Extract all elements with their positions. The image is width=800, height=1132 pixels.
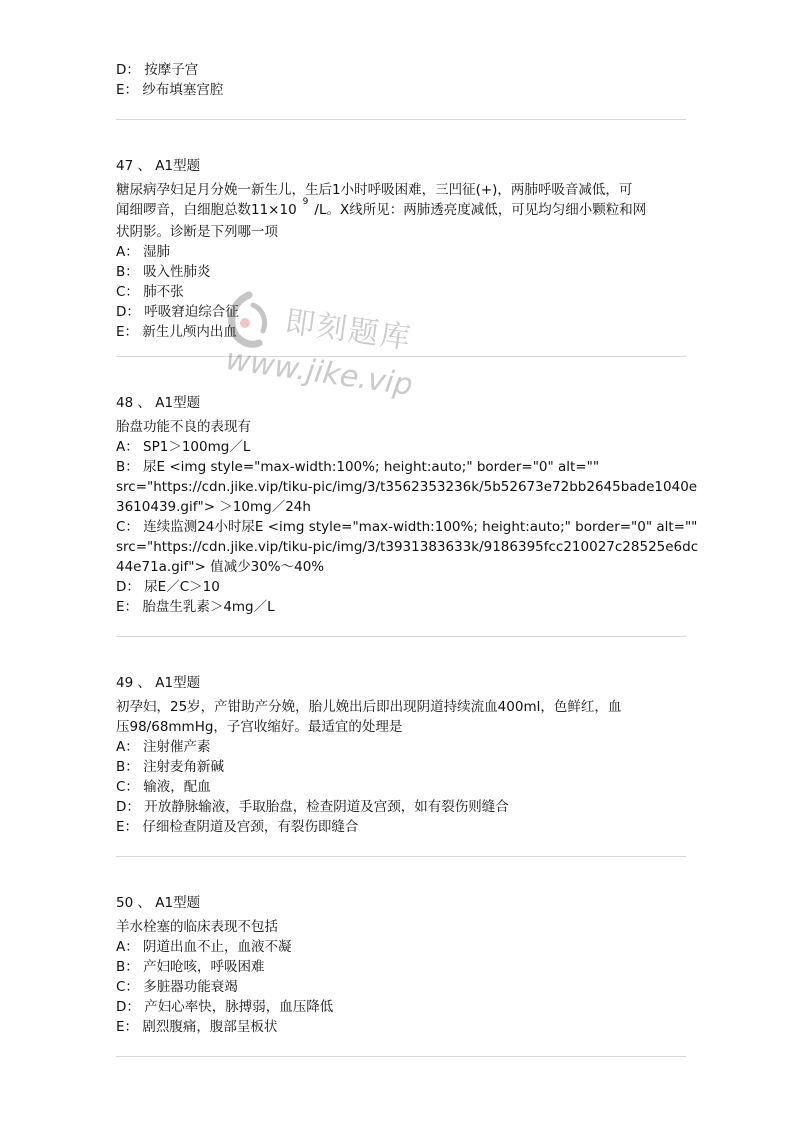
option-a: A： 注射催产素 bbox=[116, 739, 211, 755]
question-49 bbox=[116, 673, 686, 837]
option-e: E： 仔细检查阴道及宫颈，有裂伤即缝合 bbox=[116, 819, 359, 835]
question-47 bbox=[116, 156, 686, 342]
option-c-line2: src="https://cdn.jike.vip/tiku-pic/img/3/t3931383633k/9186395fcc210027c28525e6dc bbox=[116, 539, 699, 555]
option-c-line3: 44e71a.gif"> 值减少30%～40% bbox=[116, 559, 325, 575]
option-d: D： 呼吸窘迫综合征 bbox=[116, 304, 239, 320]
question-header: 49 、 A1型题 bbox=[116, 675, 201, 691]
question-stem: 胎盘功能不良的表现有 bbox=[116, 419, 251, 435]
option-d: D： 开放静脉输液，手取胎盘，检查阴道及宫颈，如有裂伤则缝合 bbox=[116, 799, 509, 815]
question-stem: 羊水栓塞的临床表现不包括 bbox=[116, 919, 278, 935]
option-d: D： 按摩子宫 bbox=[116, 62, 199, 78]
option-e: E： 剧烈腹痛，腹部呈板状 bbox=[116, 1019, 278, 1035]
prev-question-options bbox=[116, 60, 686, 100]
question-header: 50 、 A1型题 bbox=[116, 895, 201, 911]
option-c: C： 多脏器功能衰竭 bbox=[116, 979, 238, 995]
divider bbox=[116, 636, 686, 637]
question-header: 47 、 A1型题 bbox=[116, 158, 201, 174]
question-stem-line3: 状阴影。诊断是下列哪一项 bbox=[116, 224, 278, 240]
option-a: A： 湿肺 bbox=[116, 244, 171, 260]
document-page bbox=[116, 60, 699, 1057]
question-stem: 初孕妇，25岁，产钳助产分娩，胎儿娩出后即出现阴道持续流血400ml，色鲜红，血 bbox=[116, 699, 622, 715]
option-c: C： 输液，配血 bbox=[116, 779, 211, 795]
question-header: 48 、 A1型题 bbox=[116, 395, 201, 411]
option-b-line2: src="https://cdn.jike.vip/tiku-pic/img/3/t3562353236k/5b52673e72bb2645bade1040e bbox=[116, 479, 698, 495]
divider bbox=[116, 1056, 686, 1057]
option-e: E： 新生儿颅内出血 bbox=[116, 324, 237, 340]
option-d: D： 尿E／C＞10 bbox=[116, 579, 220, 595]
question-stem-line2: 压98/68mmHg，子宫收缩好。最适宜的处理是 bbox=[116, 719, 403, 735]
question-48 bbox=[116, 393, 699, 617]
option-e: E： 纱布填塞宫腔 bbox=[116, 82, 224, 98]
option-e: E： 胎盘生乳素＞4mg／L bbox=[116, 599, 275, 615]
option-c: C： 肺不张 bbox=[116, 284, 184, 300]
option-b-line1: B： 尿E <img style="max-width:100%; height:auto;" border="0" alt="" bbox=[116, 459, 600, 475]
option-b: B： 注射麦角新碱 bbox=[116, 759, 225, 775]
option-b: B： 吸入性肺炎 bbox=[116, 264, 211, 280]
option-b-line3: 3610439.gif"> ＞10mg／24h bbox=[116, 499, 311, 515]
watermark-url: www.jike.vip bbox=[223, 342, 415, 403]
option-a: A： SP1＞100mg／L bbox=[116, 439, 251, 455]
question-50 bbox=[116, 893, 686, 1037]
option-c-line1: C： 连续监测24小时尿E <img style="max-width:100%; height:auto;" border="0" alt="" bbox=[116, 519, 698, 535]
divider bbox=[116, 856, 686, 857]
option-d: D： 产妇心率快，脉搏弱，血压降低 bbox=[116, 999, 334, 1015]
watermark-text: 即刻题库 bbox=[282, 304, 415, 357]
option-b: B： 产妇呛咳，呼吸困难 bbox=[116, 959, 265, 975]
divider bbox=[116, 356, 686, 357]
option-a: A： 阴道出血不止，血液不凝 bbox=[116, 939, 292, 955]
question-stem: 糖尿病孕妇足月分娩一新生儿，生后1小时呼吸困难，三凹征(+)，两肺呼吸音减低，可 bbox=[116, 182, 633, 198]
divider bbox=[116, 119, 686, 120]
question-stem-line2: 闻细啰音，白细胞总数11×10 $^9$ /L。X线所见：两肺透亮度减低，可见均匀细小颗粒和网 bbox=[116, 197, 647, 218]
superscript: 9 bbox=[302, 197, 309, 207]
